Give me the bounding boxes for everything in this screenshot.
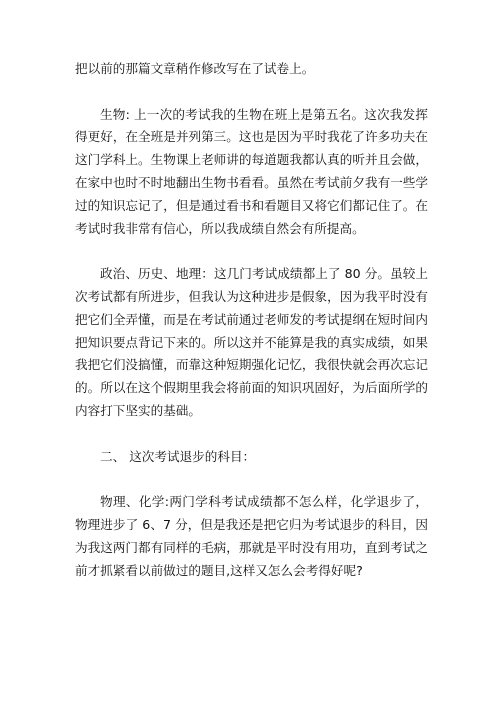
paragraph-biology: 生物: 上一次的考试我的生物在班上是第五名。这次我发挥得更好，在全班是并列第三。这也是因为平时我花了许多功夫在这门学科上。生物课上老师讲的每道题我都认真的听并且会做，在家中也时不时地翻出生物书看看。虽然在考试前夕我有一些学过的知识忘记了，但是通过看书和看题目又将它们都记住了。在考试时我非常有信心，所以我成绩自然会有所提高。 xyxy=(75,106,428,236)
paragraph-humanities: 政治、历史、地理：这几门考试成绩都上了 80 分。虽较上次考试都有所进步，但我认为这种进步是假象，因为我平时没有把它们全弄懂，而是在考试前通过老师发的考试提纲在短时间内把知识要点背记下来的。所以这并不能算是我的真实成绩，如果我把它们没搞懂，而靠这种短期强化记忆，我很快就会再次忘记的。所以在这个假期里我会将前面的知识巩固好，为后面所学的内容打下坚实的基础。 xyxy=(75,266,428,418)
paragraph-physics-chemistry: 物理、化学:两门学科考试成绩都不怎么样，化学退步了，物理进步了 6、7 分，但是我还是把它归为考试退步的科目，因为我这两门都有同样的毛病，那就是平时没有用功，直到考试之前才抓紧看以前做过的题目,这样又怎么会考得好呢? xyxy=(75,494,428,578)
section-heading-regressed-subjects: 二、 这次考试退步的科目： xyxy=(100,448,256,464)
continuation-line: 把以前的那篇文章稍作修改写在了试卷上。 xyxy=(75,61,315,76)
